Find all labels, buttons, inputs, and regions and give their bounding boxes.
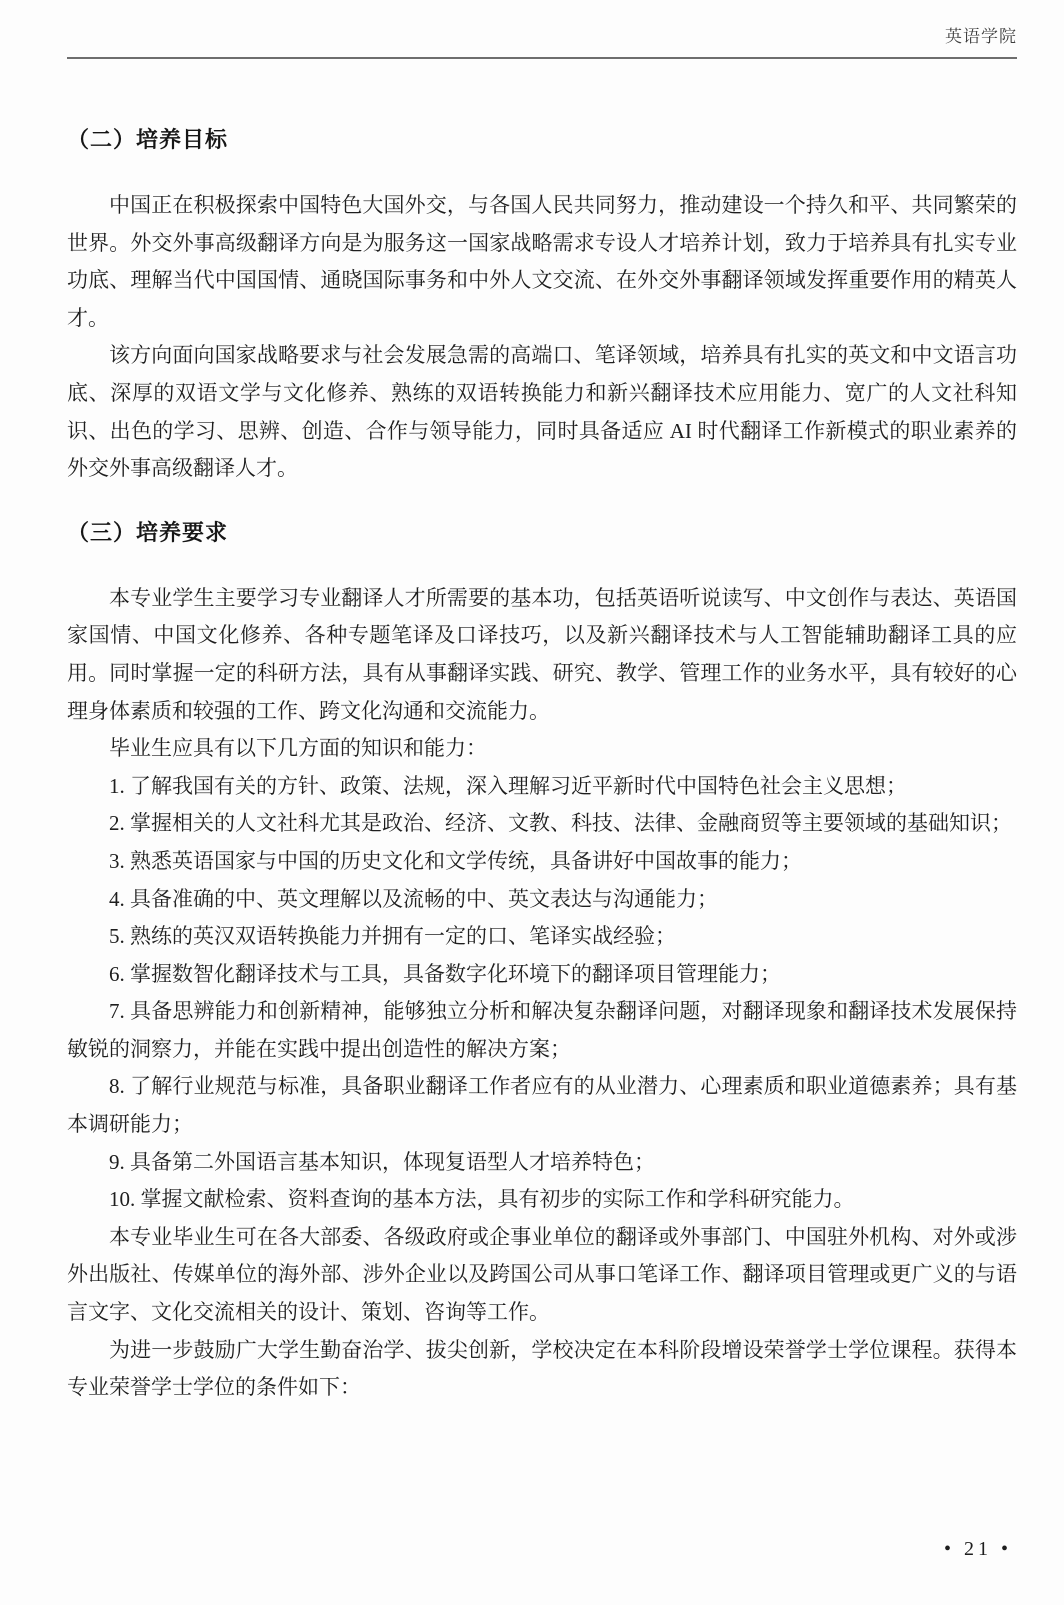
list-item-4: 4. 具备准确的中、英文理解以及流畅的中、英文表达与沟通能力； [109,886,718,911]
list-item-10: 10. 掌握文献检索、资料查询的基本方法，具有初步的实际工作和学科研究能力。 [109,1187,855,1212]
list-item-9: 9. 具备第二外国语言基本知识，体现复语型人才培养特色； [109,1149,655,1174]
paragraph: 本专业毕业生可在各大部委、各级政府或企事业单位的翻译或外事部门、中国驻外机构、对外或涉外出版社、传媒单位的海外部、涉外企业以及跨国公司从事口笔译工作、翻译项目管理或更广义的与语言文字、文化交流相关的设计、策划、咨询等工作。 [67,1224,1017,1325]
list-item-3: 3. 熟悉英语国家与中国的历史文化和文学传统，具备讲好中国故事的能力； [109,848,802,873]
paragraph: 本专业学生主要学习专业翻译人才所需要的基本功，包括英语听说读写、中文创作与表达、英语国家国情、中国文化修养、各种专题笔译及口译技巧，以及新兴翻译技术与人工智能辅助翻译工具的应用。同时掌握一定的科研方法，具有从事翻译实践、研究、教学、管理工作的业务水平，具有较好的心理身体素质和较强的工作、跨文化沟通和交流能力。 [67,585,1017,723]
paragraph: 为进一步鼓励广大学生勤奋治学、拔尖创新，学校决定在本科阶段增设荣誉学士学位课程。获得本专业荣誉学士学位的条件如下： [67,1337,1017,1400]
paragraph: 中国正在积极探索中国特色大国外交，与各国人民共同努力，推动建设一个持久和平、共同繁荣的世界。外交外事高级翻译方向是为服务这一国家战略需求专设人才培养计划，致力于培养具有扎实专业功底、理解当代中国国情、通晓国际事务和中外人文交流、在外交外事翻译领域发挥重要作用的精英人才。 [67,193,1017,330]
list-item-2: 2. 掌握相关的人文社科尤其是政治、经济、文教、科技、法律、金融商贸等主要领域的基础知识； [109,811,1012,836]
paragraph: 毕业生应具有以下几方面的知识和能力： [109,736,487,761]
page-number: • 21 • [943,1538,1012,1560]
paragraph: 该方向面向国家战略要求与社会发展急需的高端口、笔译领域，培养具有扎实的英文和中文语言功底、深厚的双语文学与文化修养、熟练的双语转换能力和新兴翻译技术应用能力、宽广的人文社科知识、出色的学习、思辨、创造、合作与领导能力，同时具备适应 AI 时代翻译工作新模式的职业素养的外交外事高级翻译人才。 [67,343,1017,481]
running-header-title: 英语学院 [945,27,1017,46]
list-item-8: 8. 了解行业规范与标准，具备职业翻译工作者应有的从业潜力、心理素质和职业道德素养；具有基本调研能力； [67,1074,1017,1137]
document-body [67,59,1017,1407]
list-item-6: 6. 掌握数智化翻译技术与工具，具备数字化环境下的翻译项目管理能力； [109,961,781,986]
list-item-1: 1. 了解我国有关的方针、政策、法规，深入理解习近平新时代中国特色社会主义思想； [109,773,907,798]
list-item-5: 5. 熟练的英汉双语转换能力并拥有一定的口、笔译实战经验； [109,924,676,949]
section-heading-training-objectives: （二）培养目标 [67,127,229,152]
section-heading-training-requirements: （三）培养要求 [67,519,229,545]
list-item-7: 7. 具备思辨能力和创新精神，能够独立分析和解决复杂翻译问题，对翻译现象和翻译技术发展保持敏锐的洞察力，并能在实践中提出创造性的解决方案； [67,999,1017,1061]
